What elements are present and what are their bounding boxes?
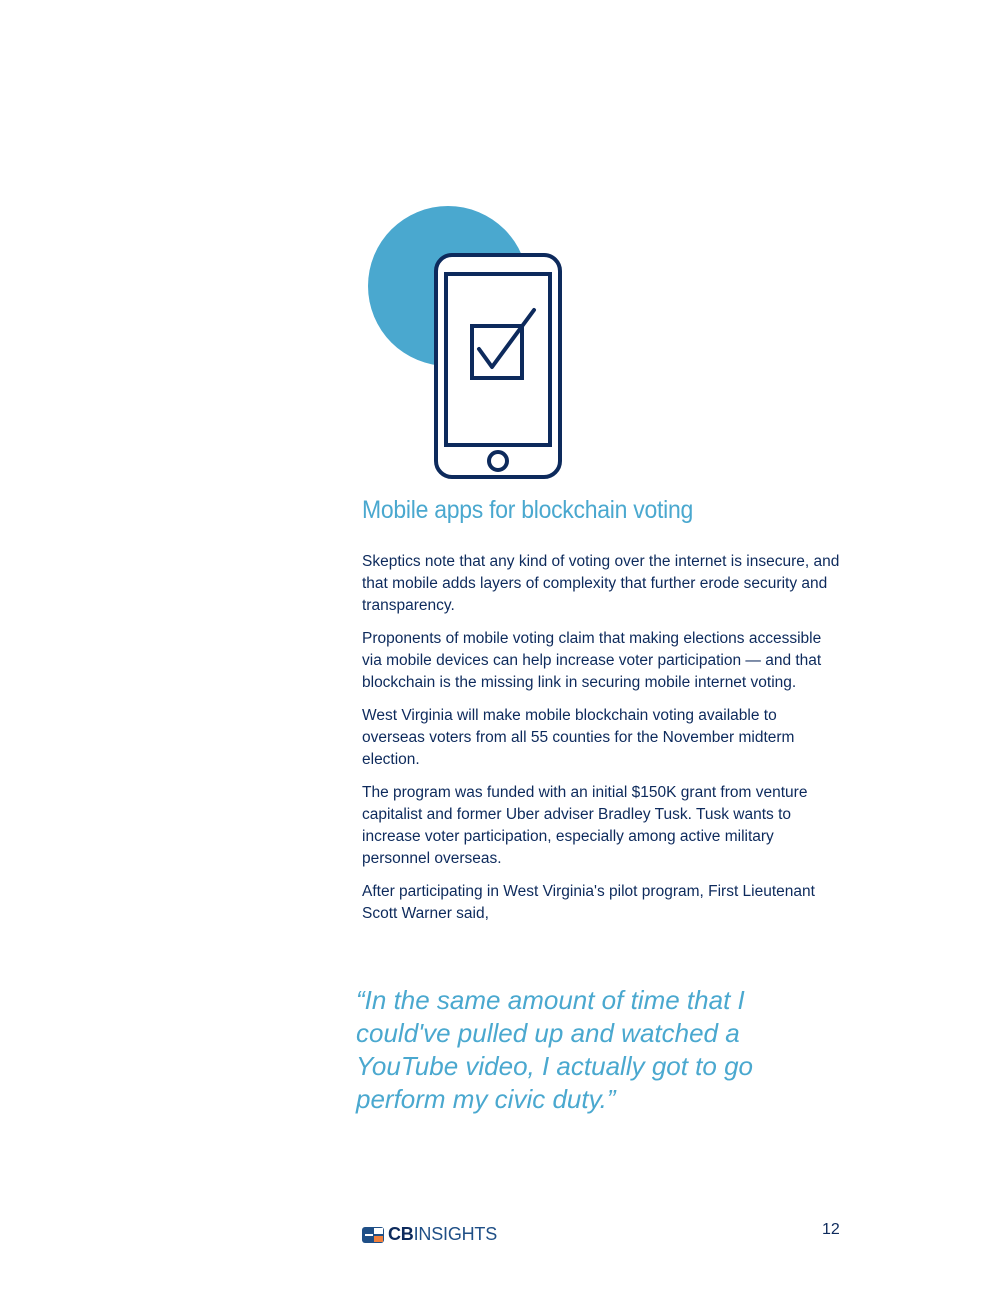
body-text xyxy=(362,551,842,936)
paragraph-funding: The program was funded with an initial $150K grant from venture capitalist and former Uber adviser Bradley Tusk. Tusk wants to increase voter participation, especially among active military personnel overseas. xyxy=(362,784,808,867)
logo-wordmark-bold: CB xyxy=(388,1224,414,1244)
pull-quote: “In the same amount of time that I could've pulled up and watched a YouTube video, I actually got to go perform my civic duty.” xyxy=(356,985,754,1114)
cb-insights-logo-icon xyxy=(362,1227,384,1243)
cb-insights-logo xyxy=(362,1224,497,1245)
paragraph-proponents: Proponents of mobile voting claim that making elections accessible via mobile devices can help increase voter participation — and that blockchain is the missing link in securing mobile internet voting. xyxy=(362,630,822,691)
paragraph-skeptics: Skeptics note that any kind of voting over the internet is insecure, and that mobile adds layers of complexity that further erode security and transparency. xyxy=(362,553,840,614)
paragraph-west-virginia: West Virginia will make mobile blockchain voting available to overseas voters from all 55 counties for the November midterm election. xyxy=(362,707,795,768)
section-heading: Mobile apps for blockchain voting xyxy=(362,496,693,524)
phone-with-checkbox-icon xyxy=(366,204,566,484)
phone-checkbox-illustration xyxy=(366,204,566,484)
paragraph-pilot-program: After participating in West Virginia's pilot program, First Lieutenant Scott Warner said, xyxy=(362,883,815,922)
page-number: 12 xyxy=(822,1221,840,1238)
logo-wordmark xyxy=(388,1224,497,1245)
logo-wordmark-light: INSIGHTS xyxy=(413,1224,498,1244)
